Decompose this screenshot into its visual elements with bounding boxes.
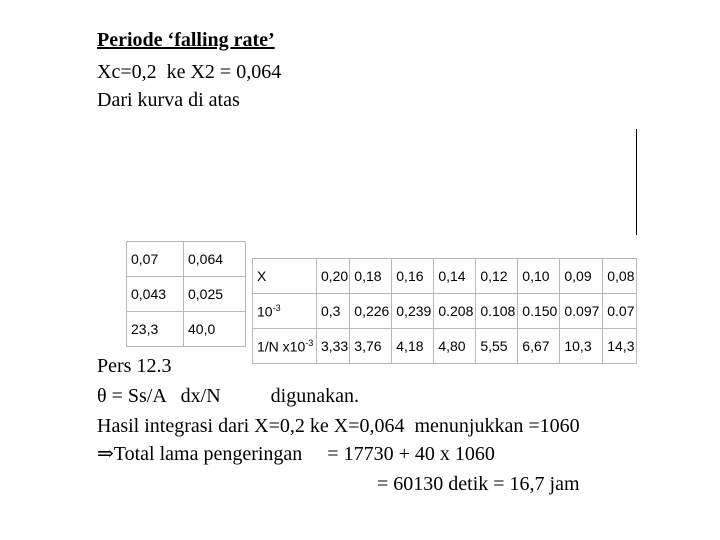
table-cell: 0.150	[518, 294, 560, 329]
table-cell: 4,80	[434, 329, 476, 364]
table-cell: 0.208	[434, 294, 476, 329]
table-cell: 4,18	[392, 329, 434, 364]
table-row-rate	[253, 294, 637, 329]
table-cell: 0,3	[316, 294, 349, 329]
curve-reference-line: Dari kurva di atas	[97, 89, 240, 111]
table-cell: 0.07	[603, 294, 637, 329]
row-label-base: 10	[257, 303, 273, 320]
table-cell: 0,10	[518, 259, 560, 294]
table-cell: 0,08	[603, 259, 637, 294]
table-cell: 0.097	[560, 294, 603, 329]
row-label	[253, 294, 317, 329]
integration-result-line: Hasil integrasi dari X=0,2 ke X=0,064 menunjukkan =1060	[97, 415, 580, 437]
table-row	[127, 242, 246, 277]
table-cell: 5,55	[476, 329, 518, 364]
table-cell: 0,18	[350, 259, 392, 294]
table-cell: 0,025	[184, 277, 246, 312]
critical-moisture-line: Xc=0,2 ke X2 = 0,064	[97, 61, 282, 83]
row-label: X	[253, 259, 317, 294]
table-cell: 0,226	[350, 294, 392, 329]
table-cell: 0,07	[127, 242, 184, 277]
table-cell: 3,76	[350, 329, 392, 364]
data-table-main	[252, 258, 637, 364]
table-cell: 23,3	[127, 312, 184, 347]
table-cell: 0.108	[476, 294, 518, 329]
table-cell: 6,67	[518, 329, 560, 364]
row-label-sup: -3	[305, 337, 314, 348]
table-cell: 40,0	[184, 312, 246, 347]
row-label-sup: -3	[272, 302, 281, 313]
table-row	[127, 277, 246, 312]
table-cell: 3,33	[316, 329, 349, 364]
table-cell: 0,16	[392, 259, 434, 294]
row-label-base: 1/N x10	[257, 338, 306, 355]
table-cell: 0,14	[434, 259, 476, 294]
equation-line: θ = Ss/A dx/N digunakan.	[97, 385, 359, 407]
total-time-result-line: = 60130 detik = 16,7 jam	[377, 473, 580, 495]
row-label	[253, 329, 317, 364]
section-title: Periode ‘falling rate’	[97, 29, 275, 51]
table-cell: 0,20	[316, 259, 349, 294]
table-cell: 0,064	[184, 242, 246, 277]
table-cell: 10,3	[560, 329, 603, 364]
table-cell: 0,043	[127, 277, 184, 312]
table-row-x	[253, 259, 637, 294]
table-row-inverse-rate	[253, 329, 637, 364]
equation-reference: Pers 12.3	[97, 355, 172, 377]
total-time-line	[97, 442, 495, 466]
table-cell: 0,12	[476, 259, 518, 294]
table-cell: 14,3	[603, 329, 637, 364]
table-row	[127, 312, 246, 347]
table-edge-line	[636, 129, 637, 235]
table-cell: 0,09	[560, 259, 603, 294]
table-cell: 0,239	[392, 294, 434, 329]
implies-arrow-icon: ⇒	[97, 443, 114, 465]
total-time-text: Total lama pengeringan = 17730 + 40 x 1060	[113, 443, 495, 465]
data-table-continuation	[126, 241, 246, 347]
